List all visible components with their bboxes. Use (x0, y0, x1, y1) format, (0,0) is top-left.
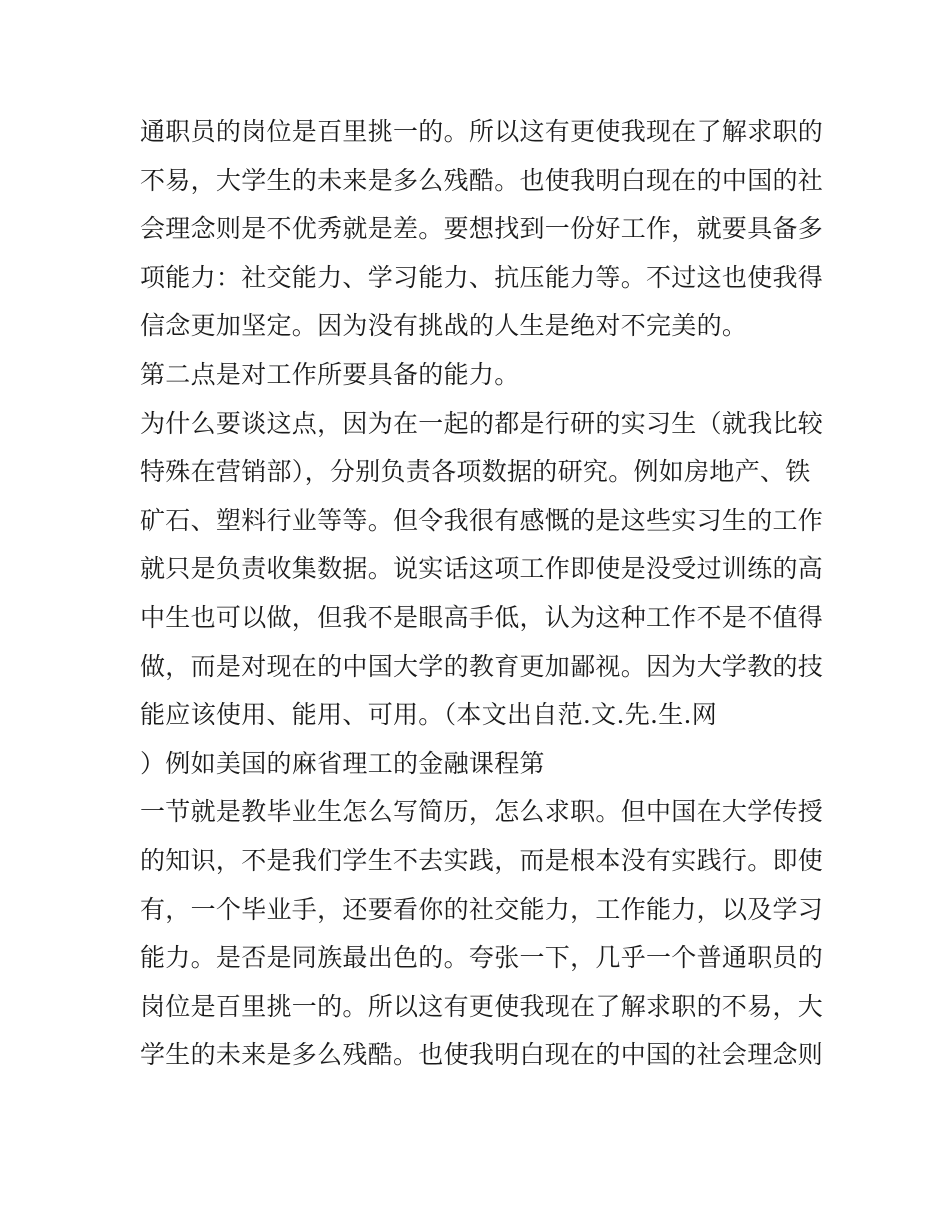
text-line: 中生也可以做，但我不是眼高手低，认为这种工作不是不值得 (140, 602, 824, 632)
text-line: 能应该使用、能用、可用。（本文出自范.文.先.生.网 (140, 700, 718, 730)
text-line: 不易，大学生的未来是多么残酷。也使我明白现在的中国的社 (140, 165, 824, 195)
body-text (140, 108, 824, 1080)
text-line: 矿石、塑料行业等等。但令我很有感慨的是这些实习生的工作 (140, 505, 824, 535)
text-line: 学生的未来是多么残酷。也使我明白现在的中国的社会理念则 (140, 1040, 824, 1070)
text-line: 项能力：社交能力、学习能力、抗压能力等。不过这也使我得 (140, 262, 824, 292)
text-line: ）例如美国的麻省理工的金融课程第 (140, 748, 545, 778)
text-line: 信念更加坚定。因为没有挑战的人生是绝对不完美的。 (140, 311, 748, 341)
text-line: 特殊在营销部），分别负责各项数据的研究。例如房地产、铁 (140, 457, 811, 487)
text-line: 通职员的岗位是百里挑一的。所以这有更使我现在了解求职的 (140, 117, 824, 146)
text-line: 就只是负责收集数据。说实话这项工作即使是没受过训练的高 (140, 554, 824, 584)
text-line: 第二点是对工作所要具备的能力。 (140, 359, 520, 389)
text-line: 一节就是教毕业生怎么写简历，怎么求职。但中国在大学传授 (140, 797, 824, 827)
text-line: 的知识，不是我们学生不去实践，而是根本没有实践行。即使 (140, 845, 824, 875)
text-line: 能力。是否是同族最出色的。夸张一下，几乎一个普通职员的 (140, 943, 824, 973)
text-line: 会理念则是不优秀就是差。要想找到一份好工作，就要具备多 (140, 214, 824, 244)
text-line: 做，而是对现在的中国大学的教育更加鄙视。因为大学教的技 (140, 651, 824, 681)
text-line: 为什么要谈这点，因为在一起的都是行研的实习生（就我比较 (140, 408, 824, 438)
text-line: 有，一个毕业手，还要看你的社交能力，工作能力，以及学习 (140, 894, 824, 924)
text-line: 岗位是百里挑一的。所以这有更使我现在了解求职的不易，大 (140, 991, 824, 1021)
